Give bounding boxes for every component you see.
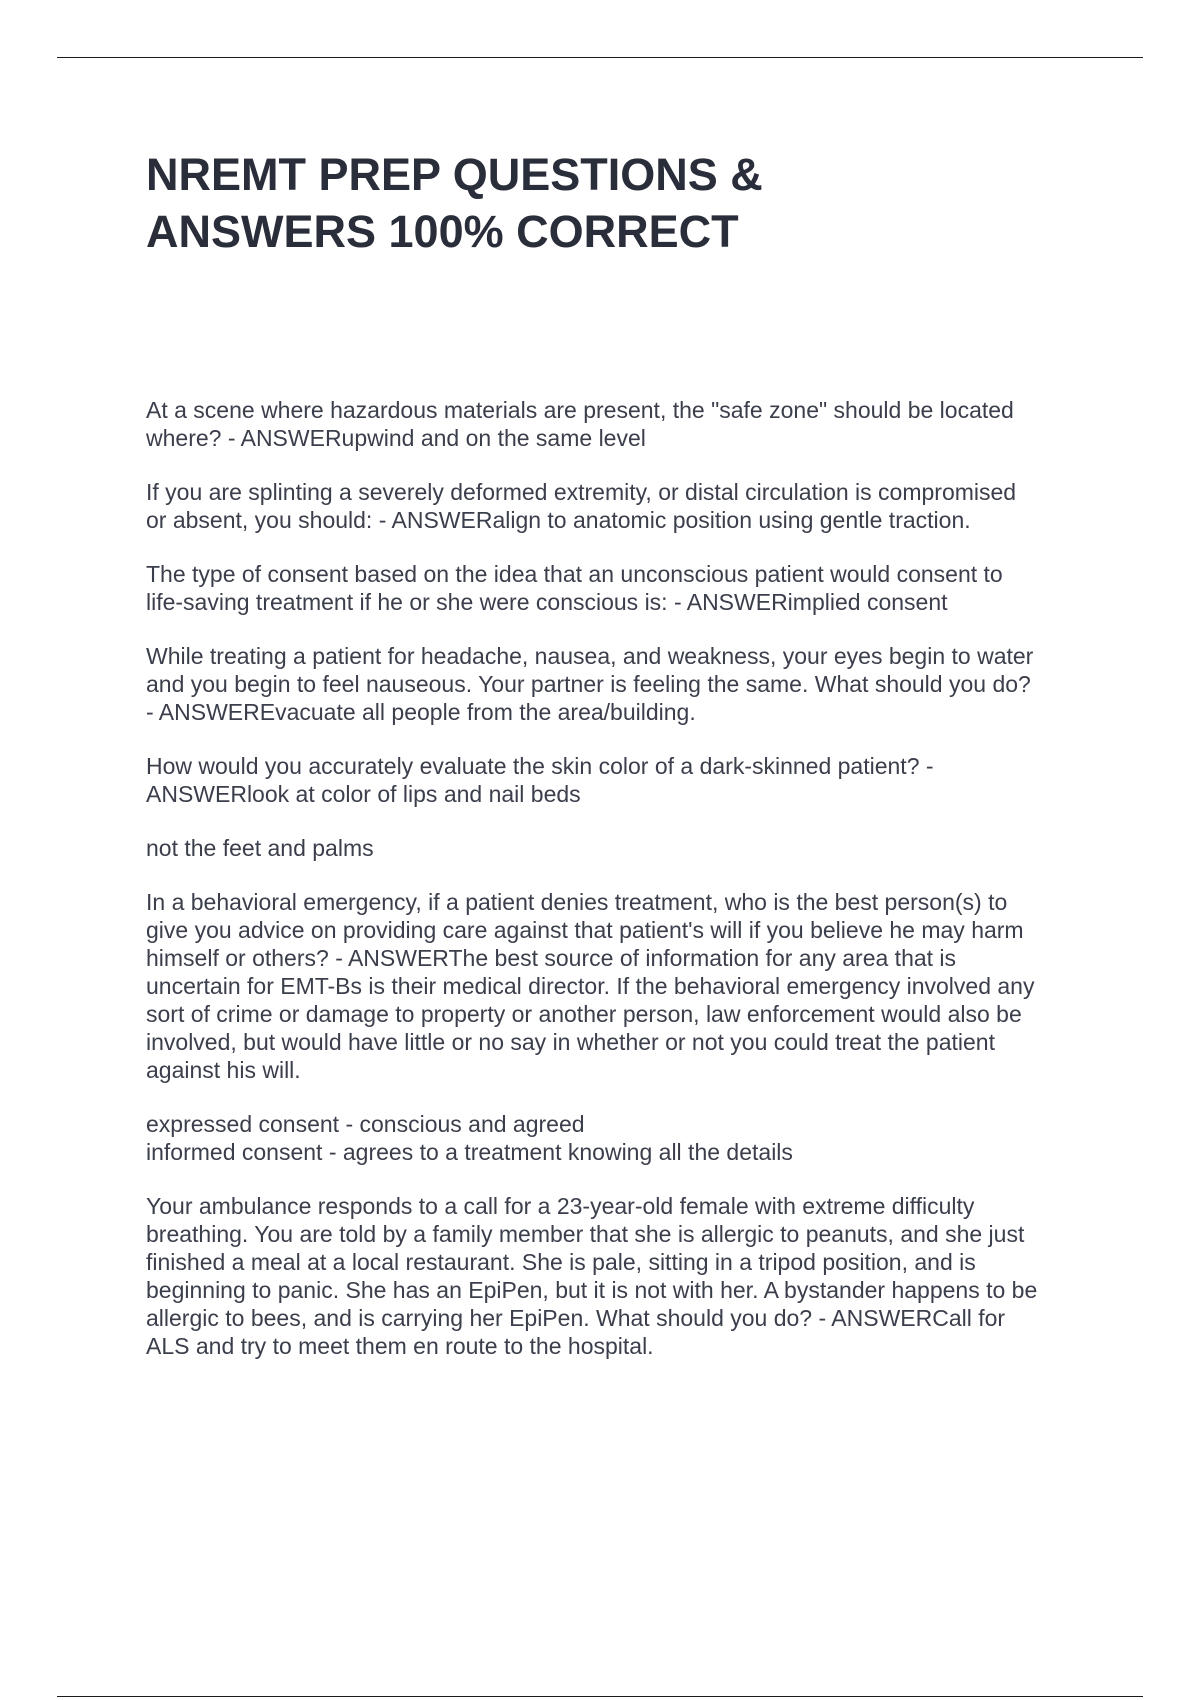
- text-line: himself or others? - ANSWERThe best source of information for any area that is: [146, 945, 957, 971]
- text-line: At a scene where hazardous materials are present, the "safe zone" should be located: [146, 397, 1014, 423]
- qa-paragraph: [146, 642, 1096, 726]
- text-line: In a behavioral emergency, if a patient denies treatment, who is the best person(s) to: [146, 889, 1008, 915]
- qa-paragraph: [146, 1110, 1096, 1166]
- text-line: informed consent - agrees to a treatment knowing all the details: [146, 1139, 793, 1165]
- qa-paragraph: [146, 396, 1096, 452]
- document-body: [146, 396, 1096, 1386]
- qa-paragraph: [146, 834, 1096, 862]
- text-line: against his will.: [146, 1057, 301, 1083]
- text-line: involved, but would have little or no say in whether or not you could treat the patient: [146, 1029, 995, 1055]
- text-line: sort of crime or damage to property or another person, law enforcement would also be: [146, 1001, 1022, 1027]
- qa-paragraph: [146, 888, 1096, 1084]
- text-line: breathing. You are told by a family member that she is allergic to peanuts, and she just: [146, 1221, 1025, 1247]
- qa-paragraph: [146, 478, 1096, 534]
- text-line: or absent, you should: - ANSWERalign to anatomic position using gentle traction.: [146, 507, 971, 533]
- top-rule: [57, 57, 1143, 58]
- text-line: Your ambulance responds to a call for a 23-year-old female with extreme difficulty: [146, 1193, 975, 1219]
- text-line: uncertain for EMT-Bs is their medical director. If the behavioral emergency involved any: [146, 973, 1035, 999]
- text-line: - ANSWEREvacuate all people from the area/building.: [146, 699, 696, 725]
- text-line: life-saving treatment if he or she were conscious is: - ANSWERimplied consent: [146, 589, 948, 615]
- text-line: where? - ANSWERupwind and on the same level: [146, 425, 646, 451]
- text-line: allergic to bees, and is carrying her EpiPen. What should you do? - ANSWERCall for: [146, 1305, 1006, 1331]
- title-line: NREMT PREP QUESTIONS &: [146, 149, 763, 200]
- text-line: and you begin to feel nauseous. Your partner is feeling the same. What should you do?: [146, 671, 1031, 697]
- text-line: If you are splinting a severely deformed extremity, or distal circulation is compromised: [146, 479, 1017, 505]
- text-line: give you advice on providing care against that patient's will if you believe he may harm: [146, 917, 1024, 943]
- title-line: ANSWERS 100% CORRECT: [146, 206, 739, 257]
- document-title: [146, 146, 1046, 260]
- bottom-rule: [57, 1696, 1143, 1697]
- text-line: The type of consent based on the idea that an unconscious patient would consent to: [146, 561, 1003, 587]
- qa-paragraph: [146, 560, 1096, 616]
- text-line: How would you accurately evaluate the skin color of a dark-skinned patient? -: [146, 753, 934, 779]
- text-line: expressed consent - conscious and agreed: [146, 1111, 585, 1137]
- qa-paragraph: [146, 752, 1096, 808]
- qa-paragraph: [146, 1192, 1096, 1360]
- text-line: finished a meal at a local restaurant. She is pale, sitting in a tripod position, and is: [146, 1249, 976, 1275]
- text-line: While treating a patient for headache, nausea, and weakness, your eyes begin to water: [146, 643, 1034, 669]
- text-line: beginning to panic. She has an EpiPen, but it is not with her. A bystander happens to be: [146, 1277, 1038, 1303]
- text-line: ANSWERlook at color of lips and nail beds: [146, 781, 581, 807]
- text-line: not the feet and palms: [146, 835, 374, 861]
- text-line: ALS and try to meet them en route to the hospital.: [146, 1333, 654, 1359]
